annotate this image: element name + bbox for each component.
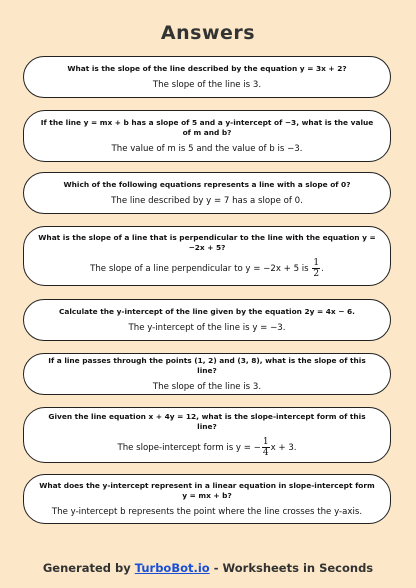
answer-card-5 xyxy=(23,299,391,341)
question-text: Which of the following equations represents a line with a slope of 0? xyxy=(63,179,351,189)
fraction xyxy=(262,437,270,458)
page-title: Answers xyxy=(160,22,256,44)
answer-text xyxy=(38,258,376,279)
question-text: Given the line equation x + 4y = 12, what is the slope-intercept form of this line? xyxy=(48,412,366,431)
fraction-numerator: 1 xyxy=(313,258,320,268)
answer-text-after: x + 3. xyxy=(270,443,297,453)
answer-card-2 xyxy=(23,110,391,162)
fraction-denominator: 4 xyxy=(262,448,269,458)
fraction xyxy=(312,258,320,279)
answer-card-7 xyxy=(23,407,391,463)
question-text: What is the slope of the line described by the equation y = 3x + 2? xyxy=(67,63,347,73)
answer-text: The slope of the line is 3. xyxy=(152,79,262,90)
question-text: If a line passes through the points (1, 2) and (3, 8), what is the slope of this line? xyxy=(48,355,366,375)
answer-text: The slope of the line is 3. xyxy=(152,381,262,392)
answer-text: The line described by y = 7 has a slope of 0. xyxy=(111,195,303,206)
footer-suffix: - Worksheets in Seconds xyxy=(209,561,374,575)
question-text: If the line y = mx + b has a slope of 5 and a y-intercept of −3, what is the value of m and b? xyxy=(40,117,374,137)
footer xyxy=(0,561,416,575)
answer-card-4 xyxy=(23,226,391,286)
answer-text: The y-intercept b represents the point where the line crosses the y-axis. xyxy=(51,506,363,517)
answer-card-1 xyxy=(23,56,391,98)
question-text: Calculate the y-intercept of the line given by the equation 2y = 4x − 6. xyxy=(58,306,355,316)
question-text: What is the slope of a line that is perpendicular to the line with the equation y = −2x + 5? xyxy=(38,233,376,252)
question-text: What does the y-intercept represent in a linear equation in slope-intercept form y = mx + b? xyxy=(39,480,375,500)
answer-text xyxy=(38,437,376,458)
answer-text: The value of m is 5 and the value of b is −3. xyxy=(111,143,303,154)
answer-text-before: The slope of a line perpendicular to y = −2x + 5 is xyxy=(90,264,309,274)
fraction-numerator: 1 xyxy=(262,437,269,447)
answer-text: The y-intercept of the line is y = −3. xyxy=(128,322,286,333)
answer-card-8 xyxy=(23,474,391,524)
footer-link[interactable]: TurboBot.io xyxy=(134,561,210,575)
fraction-denominator: 2 xyxy=(313,269,320,279)
answer-card-6 xyxy=(23,353,391,395)
answer-card-3 xyxy=(23,172,391,214)
answer-text-before: The slope-intercept form is y = − xyxy=(117,443,261,453)
answer-text-after: . xyxy=(321,264,324,274)
footer-prefix: Generated by xyxy=(42,561,135,575)
